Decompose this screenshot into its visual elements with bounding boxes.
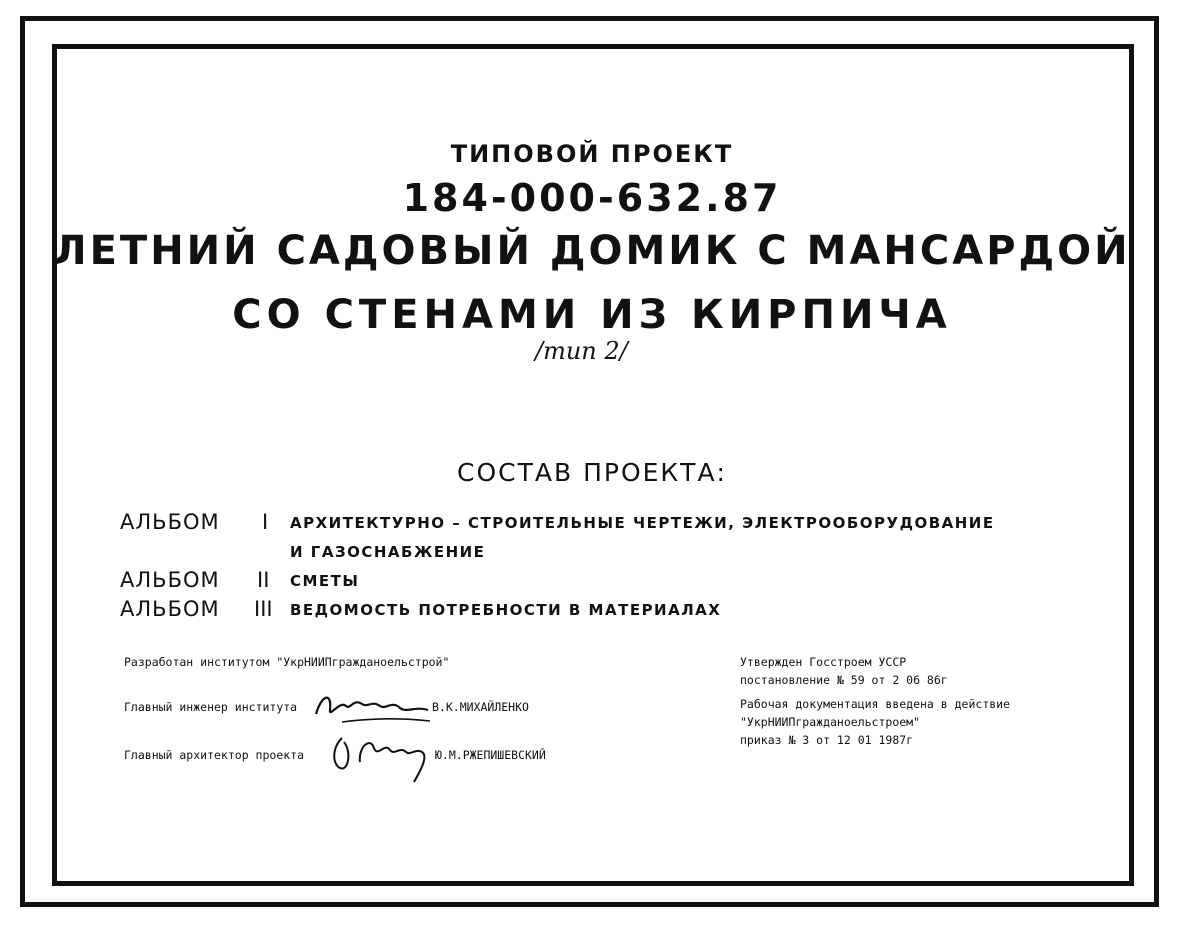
approval-line-4: "УкрНИИПгражданоельстроем" (740, 715, 921, 729)
approval-line-1: Утвержден Госстроем УССР (740, 655, 907, 669)
album-2-description: СМЕТЫ (290, 572, 360, 590)
album-2-label: АЛЬБОМ (120, 568, 220, 592)
approval-line-3: Рабочая документация введена в действие (740, 697, 1011, 711)
album-1-description: АРХИТЕКТУРНО – СТРОИТЕЛЬНЫЕ ЧЕРТЕЖИ, ЭЛЕКТРООБОРУДОВАНИЕ (290, 514, 995, 532)
approval-line-5: приказ № 3 от 12 01 1987г (740, 733, 914, 747)
project-variant-handwritten: /тип 2/ (535, 337, 628, 365)
project-type: ТИПОВОЙ ПРОЕКТ (450, 140, 734, 168)
project-title-line1: ЛЕТНИЙ САДОВЫЙ ДОМИК С МАНСАРДОЙ (53, 228, 1131, 274)
chief-engineer-signature (312, 688, 432, 724)
approval-line-2: постановление № 59 от 2 06 86г (740, 673, 948, 687)
chief-engineer-name: В.К.МИХАЙЛЕНКО (432, 700, 529, 714)
developer-credit: Разработан институтом "УкрНИИПгражданоельстрой" (124, 655, 450, 669)
chief-engineer-label: Главный инженер института (124, 700, 298, 714)
project-number: 184-000-632.87 (402, 176, 782, 220)
project-title-line2: СО СТЕНАМИ ИЗ КИРПИЧА (232, 292, 952, 338)
chief-architect-name: Ю.М.РЖЕПИШЕВСКИЙ (435, 748, 546, 762)
composition-heading: СОСТАВ ПРОЕКТА: (457, 458, 727, 487)
album-3-label: АЛЬБОМ (120, 597, 220, 621)
chief-architect-label: Главный архитектор проекта (124, 748, 305, 762)
album-3-description: ВЕДОМОСТЬ ПОТРЕБНОСТИ В МАТЕРИАЛАХ (290, 601, 722, 619)
album-1-label: АЛЬБОМ (120, 510, 220, 534)
album-1-number: I (262, 510, 269, 534)
album-2-number: II (257, 568, 270, 592)
chief-architect-signature (330, 728, 440, 786)
album-1-description-cont: И ГАЗОСНАБЖЕНИЕ (290, 543, 486, 561)
album-3-number: III (254, 597, 273, 621)
